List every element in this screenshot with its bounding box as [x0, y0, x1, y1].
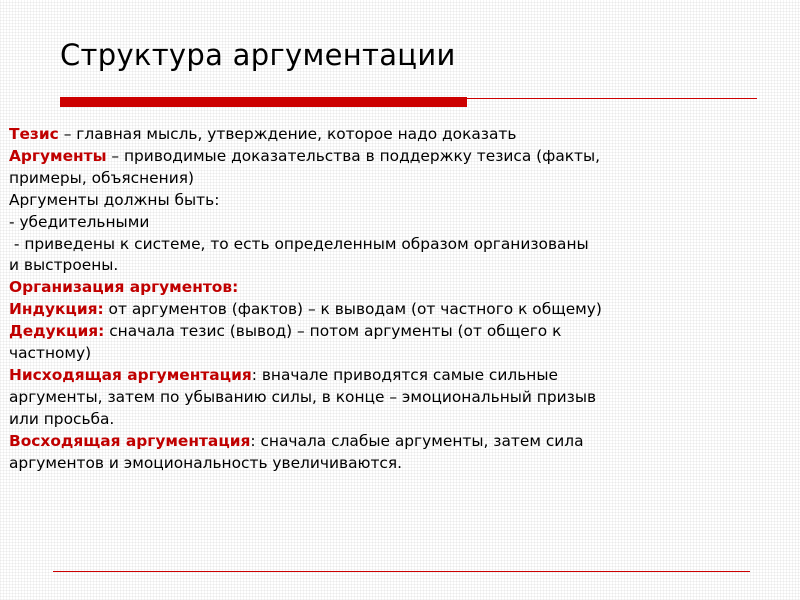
slide-title: Структура аргументации	[60, 38, 456, 72]
term-descending: Нисходящая аргументация	[9, 365, 252, 384]
definition-text: – приводимые доказательства в поддержку тезиса (факты,	[106, 146, 601, 165]
term-thesis: Тезис	[9, 125, 59, 143]
title-underline-thick	[60, 97, 467, 107]
term-arguments: Аргументы	[9, 146, 107, 165]
text-line: и выстроены.	[9, 256, 119, 275]
definition-text: – главная мысль, утверждение, которое надо доказать	[58, 125, 517, 143]
text-line: аргументы, затем по убыванию силы, в конце – эмоциональный призыв	[9, 387, 597, 406]
list-item: - убедительными	[9, 212, 150, 231]
text-line: или просьба.	[9, 409, 115, 428]
text-line: примеры, объяснения)	[9, 168, 194, 187]
definition-text: сначала тезис (вывод) – потом аргументы (от общего к	[104, 322, 562, 341]
definition-text: от аргументов (фактов) – к выводам (от частного к общему)	[103, 300, 602, 319]
definition-deduction	[9, 321, 769, 343]
section-heading-organization: Организация аргументов:	[9, 278, 239, 297]
term-ascending: Восходящая аргументация	[9, 431, 251, 450]
definition-text: : вначале приводятся самые сильные	[251, 365, 558, 384]
definition-arguments	[9, 146, 769, 168]
slide-body	[9, 124, 769, 475]
term-deduction: Дедукция:	[9, 322, 105, 341]
text-line: аргументов и эмоциональность увеличиваются.	[9, 453, 403, 472]
definition-descending	[9, 365, 769, 387]
definition-thesis	[9, 124, 769, 146]
definition-induction	[9, 299, 769, 321]
definition-ascending	[9, 431, 769, 453]
term-induction: Индукция:	[9, 300, 104, 319]
text-line: Аргументы должны быть:	[9, 190, 220, 209]
definition-text: : сначала слабые аргументы, затем сила	[250, 431, 584, 450]
footer-divider	[53, 571, 750, 572]
text-line: частному)	[9, 344, 92, 363]
list-item: - приведены к системе, то есть определенным образом организованы	[9, 234, 589, 253]
